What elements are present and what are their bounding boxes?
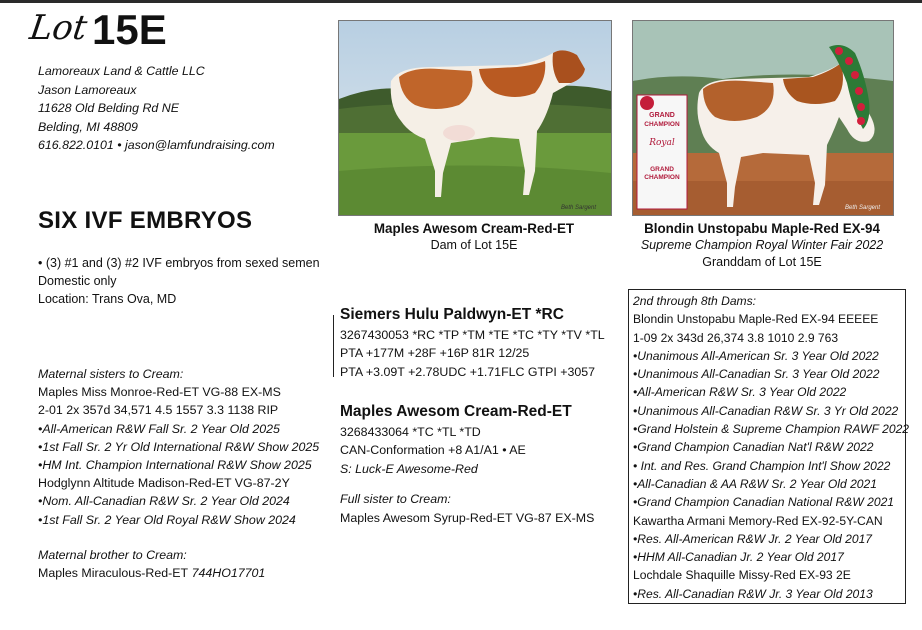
banner-text-grand: GRAND xyxy=(649,112,675,119)
dam-photo-credit: Beth Sargent xyxy=(561,205,597,211)
pedigree-bracket xyxy=(333,315,334,377)
dam-name: Maples Awesom Cream-Red-ET xyxy=(340,403,572,420)
full-sister xyxy=(340,490,594,528)
granddam-caption-sub: Granddam of Lot 15E xyxy=(702,255,822,269)
dams-line: •Unanimous All-Canadian R&W Sr. 3 Yr Old 2022 xyxy=(633,403,899,418)
sister-line: Maples Miss Monroe-Red-ET VG-88 EX-MS xyxy=(38,385,281,400)
sister-line: 2-01 2x 357d 34,571 4.5 1557 3.3 1138 RIP xyxy=(38,403,279,418)
dam-caption-sub: Dam of Lot 15E xyxy=(430,238,518,252)
consignor-farm: Lamoreaux Land & Cattle LLC xyxy=(38,64,205,78)
sister-line: •1st Fall Sr. 2 Year Old Royal R&W Show 2024 xyxy=(38,512,296,527)
sire-line: 3267430053 *RC *TP *TM *TE *TC *TY *TV *TL xyxy=(340,328,605,342)
full-sister-label: Full sister to Cream: xyxy=(340,492,451,506)
sire-name: Siemers Hulu Paldwyn-ET *RC xyxy=(340,306,564,323)
offering-detail-line: • (3) #1 and (3) #2 IVF embryos from sexed semen xyxy=(38,256,320,270)
lot-label: Lot xyxy=(27,8,90,48)
dams-line: Blondin Unstopabu Maple-Red EX-94 EEEEE xyxy=(633,312,879,327)
full-sister-name: Maples Awesom Syrup-Red-ET VG-87 EX-MS xyxy=(340,511,595,525)
maternal-sisters xyxy=(38,365,319,529)
granddam-photo xyxy=(632,20,894,216)
dam-block xyxy=(340,401,572,478)
consignor-info xyxy=(38,62,275,155)
consignor-city: Belding, MI 48809 xyxy=(38,119,138,134)
maternal-sisters-label: Maternal sisters to Cream: xyxy=(38,367,184,381)
rosette-icon xyxy=(640,96,654,110)
dam-line: 3268433064 *TC *TL *TD xyxy=(340,425,481,439)
sire-line: PTA +3.09T +2.78UDC +1.71FLC GTPI +3057 xyxy=(340,364,596,379)
dams-line: •All-American R&W Sr. 3 Year Old 2022 xyxy=(633,385,847,400)
sire-line: PTA +177M +28F +16P 81R 12/25 xyxy=(340,346,530,361)
dam-line: CAN-Conformation +8 A1/A1 • AE xyxy=(340,443,526,458)
dam-sire-line: S: Luck-E Awesome-Red xyxy=(340,461,478,476)
banner-text-grand-2: GRAND xyxy=(650,166,674,173)
granddam-caption xyxy=(622,220,902,271)
dams-line: •HHM All-Canadian Jr. 2 Year Old 2017 xyxy=(633,550,844,565)
dams-line: •Res. All-Canadian R&W Jr. 3 Year Old 2013 xyxy=(633,586,873,601)
granddam-photo-credit: Beth Sargent xyxy=(845,205,881,211)
maternal-brother-code: 744HO17701 xyxy=(188,566,266,581)
banner-text-royal: Royal xyxy=(649,138,675,148)
maternal-brother-label: Maternal brother to Cream: xyxy=(38,548,187,562)
granddam-caption-award: Supreme Champion Royal Winter Fair 2022 xyxy=(640,238,884,252)
banner-text-champion-2: CHAMPION xyxy=(644,174,680,181)
sire-block xyxy=(340,304,605,381)
dams-line: • Int. and Res. Grand Champion Int'l Show 2022 xyxy=(633,458,891,473)
dams-line: •Grand Holstein & Supreme Champion RAWF 2022 xyxy=(633,422,910,437)
sister-line: Hodglynn Altitude Madison-Red-ET VG-87-2Y xyxy=(38,476,290,491)
consignor-street: 11628 Old Belding Rd NE xyxy=(38,101,179,115)
sister-line: •1st Fall Sr. 2 Yr Old International R&W Show 2025 xyxy=(38,439,320,454)
dams-line: •Unanimous All-American Sr. 3 Year Old 2022 xyxy=(633,348,879,363)
maternal-brother-line xyxy=(38,564,265,582)
consignor-contact: Jason Lamoreaux xyxy=(38,82,137,97)
dams-line: •Grand Champion Canadian Nat'l R&W 2022 xyxy=(633,440,874,455)
dams-line: •Res. All-American R&W Jr. 2 Year Old 2017 xyxy=(633,531,873,546)
dams-line: 1-09 2x 343d 26,374 3.8 1010 2.9 763 xyxy=(633,330,839,345)
maternal-brother xyxy=(38,546,265,582)
dams-line: •All-Canadian & AA R&W Sr. 2 Year Old 2021 xyxy=(633,476,877,491)
lot-number: 15E xyxy=(92,6,167,53)
banner-text-champion: CHAMPION xyxy=(644,121,680,128)
dam-photo xyxy=(338,20,612,216)
dam-caption-name: Maples Awesom Cream-Red-ET xyxy=(373,221,575,236)
dams-line: •Grand Champion Canadian National R&W 2021 xyxy=(633,495,895,510)
sister-line: •All-American R&W Fall Sr. 2 Year Old 2025 xyxy=(38,421,280,436)
dam-photo-image xyxy=(339,21,611,215)
dams-label: 2nd through 8th Dams: xyxy=(633,294,757,308)
dams-line: •Unanimous All-Canadian Sr. 3 Year Old 2022 xyxy=(633,367,880,382)
granddam-caption-name: Blondin Unstopabu Maple-Red EX-94 xyxy=(644,221,880,236)
dams-list xyxy=(633,292,909,603)
offering-detail-line: Domestic only xyxy=(38,274,117,288)
offering-title: SIX IVF EMBRYOS xyxy=(38,207,253,234)
dams-line: Kawartha Armani Memory-Red EX-92-5Y-CAN xyxy=(633,513,883,528)
dam-caption xyxy=(338,220,610,254)
offering-details xyxy=(38,254,320,308)
sister-line: •HM Int. Champion International R&W Show 2025 xyxy=(38,458,312,473)
granddam-photo-image xyxy=(633,21,893,215)
top-rule xyxy=(0,0,922,3)
sister-line: •Nom. All-Canadian R&W Sr. 2 Year Old 2024 xyxy=(38,494,290,509)
maternal-brother-name: Maples Miraculous-Red-ET xyxy=(38,566,189,581)
dams-line: Lochdale Shaquille Missy-Red EX-93 2E xyxy=(633,568,851,583)
offering-detail-line: Location: Trans Ova, MD xyxy=(38,292,177,306)
consignor-phone-email: 616.822.0101 • jason@lamfundraising.com xyxy=(38,138,275,152)
